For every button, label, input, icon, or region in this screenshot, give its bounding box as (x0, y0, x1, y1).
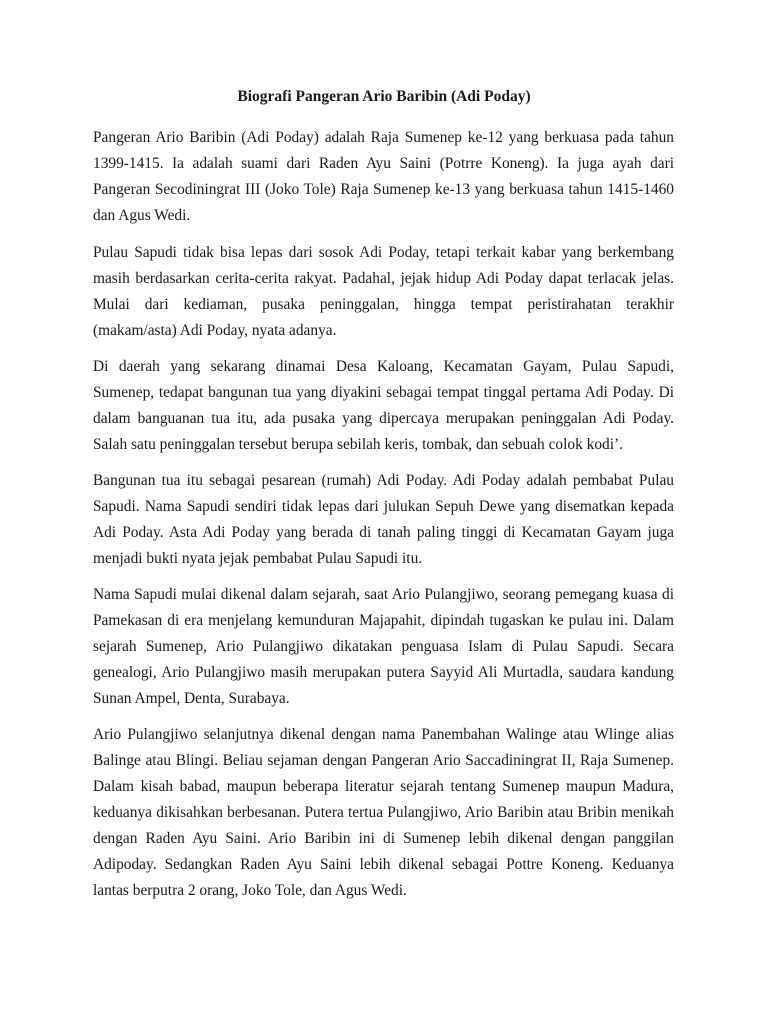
paragraph-6 (93, 722, 674, 904)
paragraph-line: Sapudi. Nama Sapudi sendiri tidak lepas dari julukan Sepuh Dewe yang disematkan kepada (93, 498, 674, 515)
paragraph-line: Di daerah yang sekarang dinamai Desa Kaloang, Kecamatan Gayam, Pulau Sapudi, (93, 358, 674, 375)
paragraph-line: Sumenep, tedapat bangunan tua yang diyakini sebagai tempat tinggal pertama Adi Poday. Di (93, 384, 674, 401)
paragraph-5 (93, 582, 674, 712)
paragraph-line: Mulai dari kediaman, pusaka peninggalan, hingga tempat peristirahatan terakhir (93, 296, 674, 313)
paragraph-1 (93, 125, 674, 229)
paragraph-line: Pangeran Ario Baribin (Adi Poday) adalah Raja Sumenep ke-12 yang berkuasa pada tahun (93, 129, 674, 146)
paragraph-line: dengan Raden Ayu Saini. Ario Baribin ini di Sumenep lebih dikenal dengan panggilan (93, 830, 674, 847)
paragraph-line: Pangeran Secodiningrat III (Joko Tole) Raja Sumenep ke-13 yang berkuasa tahun 1415-1460 (93, 181, 674, 198)
paragraph-line: sejarah Sumenep, Ario Pulangjiwo dikatakan penguasa Islam di Pulau Sapudi. Secara (93, 638, 674, 655)
paragraph-line: Pamekasan di era menjelang kemunduran Majapahit, dipindah tugaskan ke pulau ini. Dalam (93, 612, 674, 629)
paragraph-line: lantas berputra 2 orang, Joko Tole, dan Agus Wedi. (93, 882, 407, 899)
paragraph-line: (makam/asta) Adi Poday, nyata adanya. (93, 322, 337, 339)
paragraph-line: masih berdasarkan cerita-cerita rakyat. Padahal, jejak hidup Adi Poday dapat terlacak jelas. (93, 270, 674, 287)
paragraph-line: Dalam kisah babad, maupun beberapa literatur sejarah tentang Sumenep maupun Madura, (93, 778, 674, 795)
paragraph-line: Adipoday. Sedangkan Raden Ayu Saini lebih dikenal sebagai Pottre Koneng. Keduanya (93, 856, 674, 873)
paragraph-line: 1399-1415. Ia adalah suami dari Raden Ayu Saini (Potrre Koneng). Ia juga ayah dari (93, 155, 674, 172)
paragraph-2 (93, 240, 674, 344)
paragraph-line: Sunan Ampel, Denta, Surabaya. (93, 690, 290, 707)
paragraph-line: Balinge atau Blingi. Beliau sejaman dengan Pangeran Ario Saccadiningrat II, Raja Sumenep. (93, 752, 674, 769)
paragraph-line: Adi Poday. Asta Adi Poday yang berada di tanah paling tinggi di Kecamatan Gayam juga (93, 524, 674, 541)
paragraph-line: dan Agus Wedi. (93, 207, 191, 224)
paragraph-line: Salah satu peninggalan tersebut berupa sebilah keris, tombak, dan sebuah colok kodi’. (93, 436, 623, 453)
paragraph-line: Ario Pulangjiwo selanjutnya dikenal dengan nama Panembahan Walinge atau Wlinge alias (93, 726, 674, 743)
paragraph-3 (93, 354, 674, 458)
paragraph-line: genealogi, Ario Pulangjiwo masih merupakan putera Sayyid Ali Murtadla, saudara kandung (93, 664, 674, 681)
paragraph-line: Bangunan tua itu sebagai pesarean (rumah) Adi Poday. Adi Poday adalah pembabat Pulau (93, 472, 674, 489)
paragraph-line: dalam banguanan tua itu, ada pusaka yang dipercaya merupakan peninggalan Adi Poday. (93, 410, 674, 427)
paragraph-line: Nama Sapudi mulai dikenal dalam sejarah, saat Ario Pulangjiwo, seorang pemegang kuasa di (93, 586, 674, 603)
paragraph-line: menjadi bukti nyata jejak pembabat Pulau Sapudi itu. (93, 550, 423, 567)
paragraph-line: Pulau Sapudi tidak bisa lepas dari sosok Adi Poday, tetapi terkait kabar yang berkembang (93, 244, 674, 261)
paragraph-4 (93, 468, 674, 572)
paragraph-line: keduanya dikisahkan berbesanan. Putera tertua Pulangjiwo, Ario Baribin atau Bribin menikah (93, 804, 674, 821)
document-title: Biografi Pangeran Ario Baribin (Adi Poday) (237, 88, 531, 105)
